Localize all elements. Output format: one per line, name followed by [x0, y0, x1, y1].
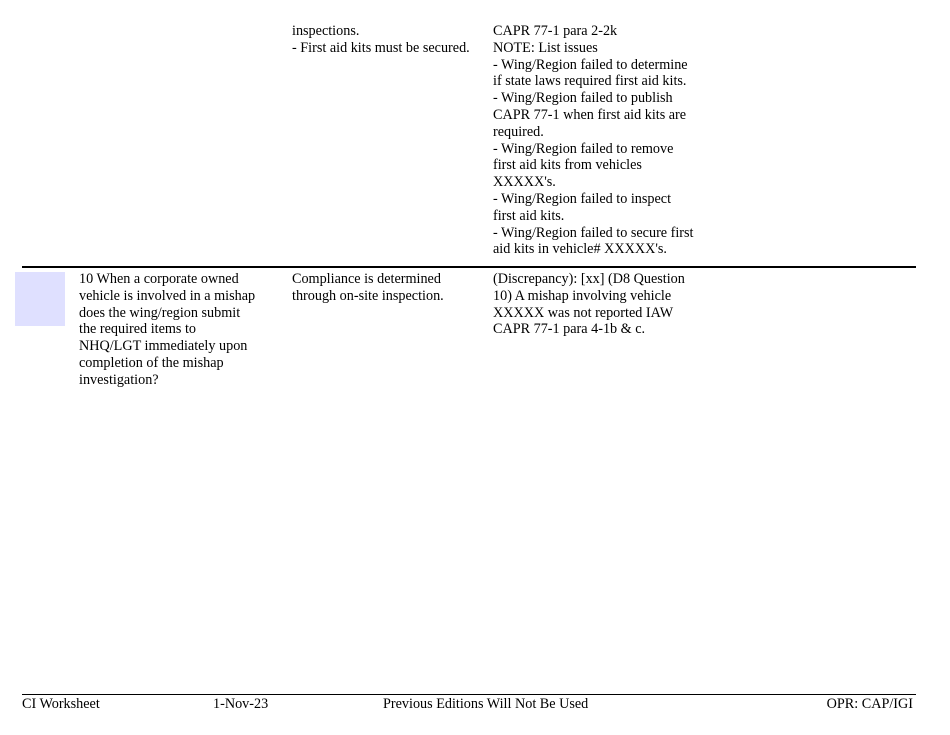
footer-notice: Previous Editions Will Not Be Used [383, 696, 589, 712]
guidance-line: Compliance is determined [292, 271, 441, 287]
reference-line: - Wing/Region failed to inspect [493, 190, 672, 207]
guidance-line: - First aid kits must be secured. [292, 39, 470, 56]
question-line: 10 When a corporate owned [79, 271, 239, 287]
question-line: vehicle is involved in a mishap [79, 287, 256, 304]
discrepancy-line: XXXXX was not reported IAW [493, 304, 674, 321]
reference-line: - Wing/Region failed to secure first [493, 224, 694, 241]
guidance-line: inspections. [292, 23, 360, 39]
row-10-discrepancy [493, 271, 723, 338]
reference-line: CAPR 77-1 when first aid kits are [493, 106, 687, 123]
footer-date: 1-Nov-23 [213, 696, 269, 712]
footer-opr: OPR: CAP/IGI [826, 696, 913, 712]
footer-title: CI Worksheet [22, 696, 100, 712]
discrepancy-line: CAPR 77-1 para 4-1b & c. [493, 321, 646, 338]
question-line: the required items to [79, 321, 197, 338]
guidance-line: through on-site inspection. [292, 287, 444, 304]
reference-line: XXXXX's. [493, 174, 556, 191]
prev-row-guidance [292, 23, 488, 57]
prev-row-reference [493, 23, 723, 258]
reference-line: CAPR 77-1 para 2-2k [493, 23, 618, 39]
question-line: NHQ/LGT immediately upon [79, 338, 248, 355]
reference-line: first aid kits from vehicles [493, 157, 642, 174]
footer-rule [22, 694, 916, 695]
question-line: completion of the mishap [79, 354, 224, 371]
reference-line: if state laws required first aid kits. [493, 73, 687, 90]
discrepancy-line: 10) A mishap involving vehicle [493, 287, 672, 304]
reference-line: first aid kits. [493, 207, 565, 224]
row-separator [22, 266, 916, 268]
reference-line: - Wing/Region failed to remove [493, 140, 674, 157]
reference-line: - Wing/Region failed to publish [493, 90, 673, 107]
discrepancy-line: (Discrepancy): [xx] (D8 Question [493, 271, 685, 287]
reference-line: NOTE: List issues [493, 39, 598, 56]
reference-line: required. [493, 123, 544, 140]
row-10-question [79, 271, 279, 389]
row-10-guidance [292, 271, 488, 305]
reference-line: - Wing/Region failed to determine [493, 56, 688, 73]
question-line: does the wing/region submit [79, 304, 241, 321]
reference-line: aid kits in vehicle# XXXXX's. [493, 241, 667, 258]
row-10-status-checkbox[interactable] [15, 272, 65, 326]
question-line: investigation? [79, 371, 159, 388]
